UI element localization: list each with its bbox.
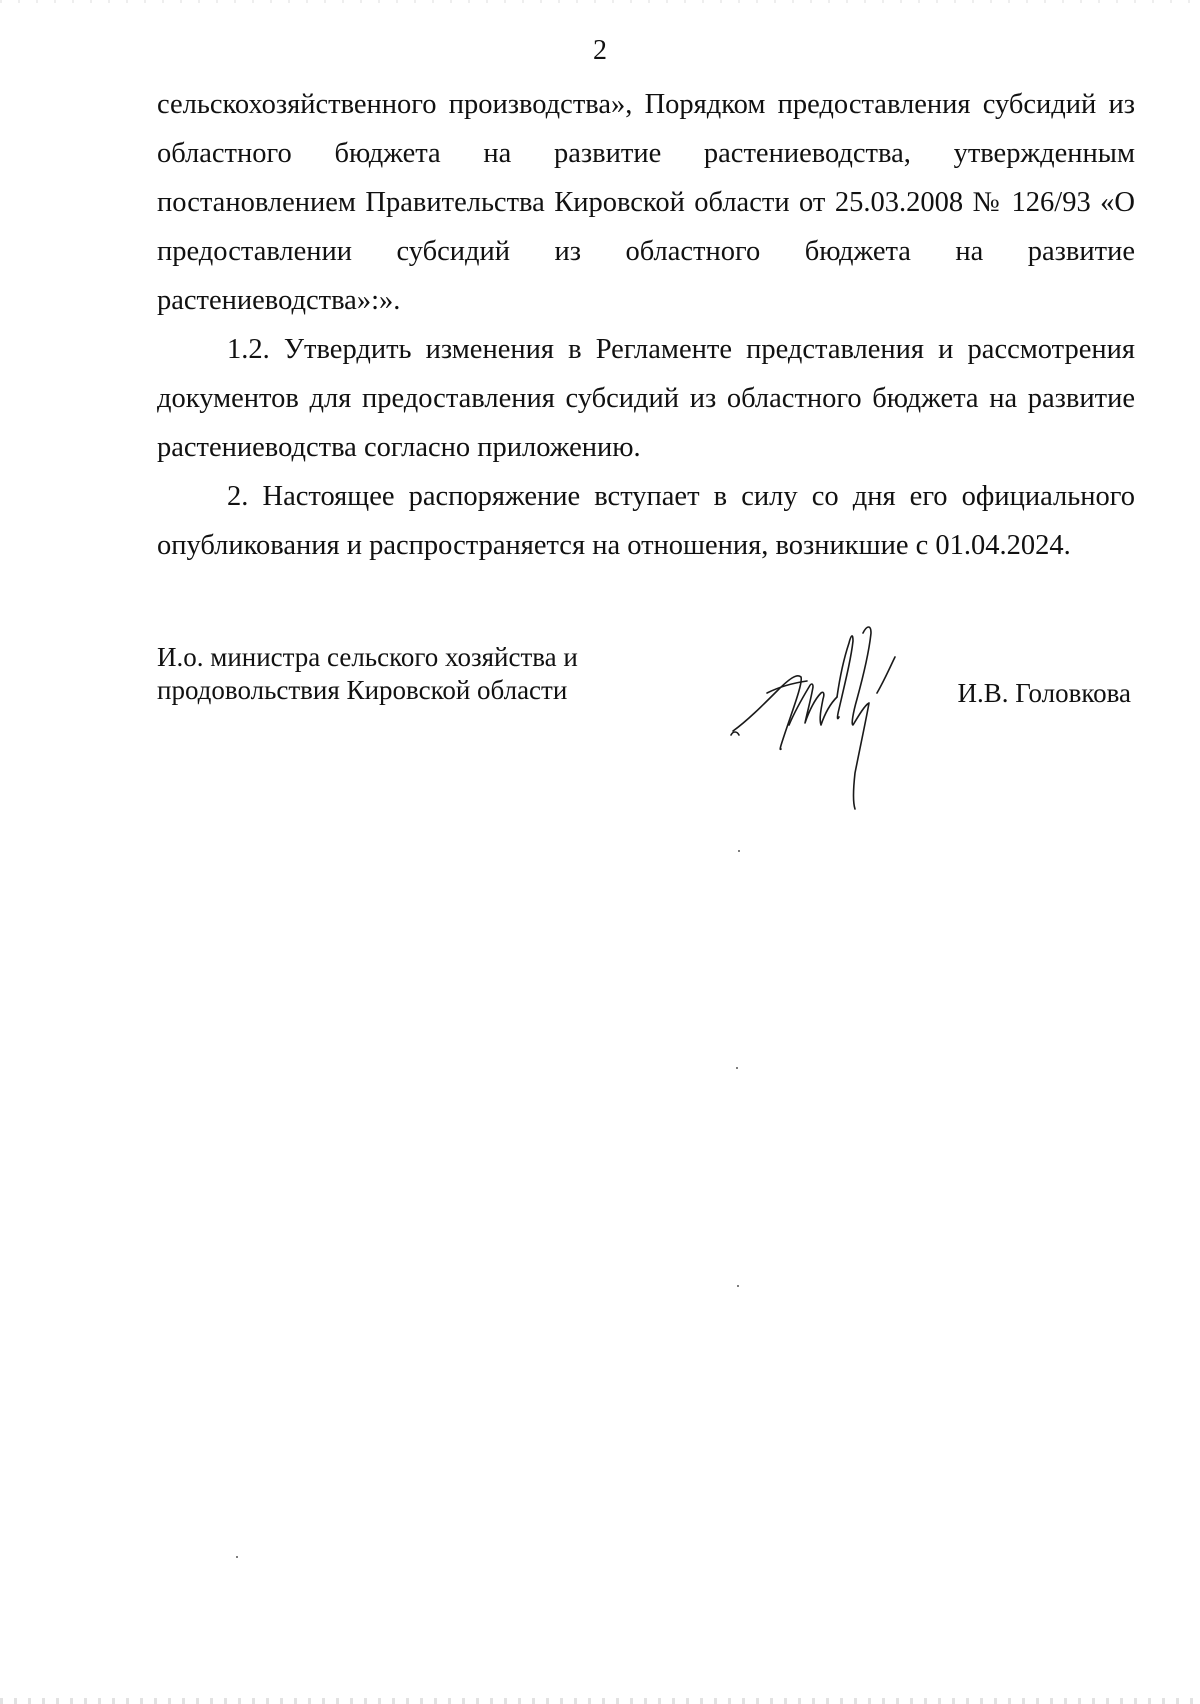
scan-bottom-edge	[0, 1698, 1200, 1704]
scan-speck	[236, 1556, 238, 1558]
handwritten-signature	[727, 613, 907, 818]
signer-title-line-2: продовольствия Кировской области	[157, 675, 568, 705]
scan-speck	[738, 850, 740, 852]
paragraph-clause-2: 2. Настоящее распоряжение вступает в силу со дня его официального опубликования и распространяется на отношения, возникшие с 01.04.2024.	[157, 481, 1135, 561]
scan-top-edge	[0, 0, 1200, 3]
signer-title	[157, 641, 627, 707]
scan-speck	[736, 1067, 738, 1069]
signer-title-line-1: И.о. министра сельского хозяйства и	[157, 642, 578, 672]
signer-name: И.В. Головкова	[957, 678, 1131, 708]
page-number: 2	[593, 35, 607, 66]
paragraph-clause-1-2: 1.2. Утвердить изменения в Регламенте представления и рассмотрения документов для предоставления субсидий из областного бюджета на развитие растениеводства согласно приложению.	[157, 334, 1135, 463]
scan-speck	[737, 1285, 739, 1287]
document-body	[157, 80, 1135, 570]
paragraph-continuation: сельскохозяйственного производства», Порядком предоставления субсидий из областного бюджета на развитие растениеводства, утвержденным постановлением Правительства Кировской области от 25.03.2008 № 126/93 «О предоставлении субсидий из областного бюджета на развитие растениеводства»:».	[157, 89, 1135, 316]
signature-block	[157, 641, 1135, 821]
